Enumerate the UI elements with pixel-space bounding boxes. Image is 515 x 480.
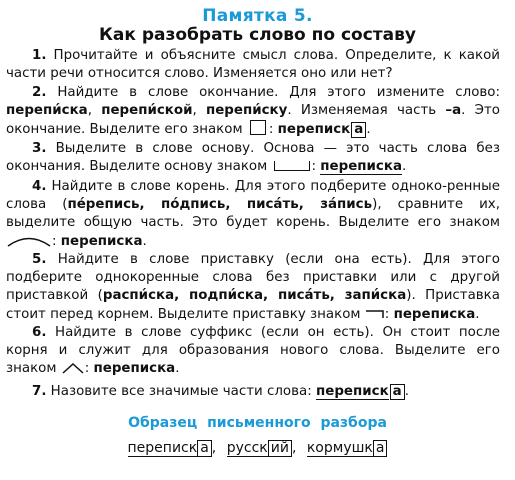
sample-base: переписк: [127, 440, 198, 456]
step-2: 2. Найдите в слове окончание. Для этого измените слово: перепи́ска, перепи́ской, перепи́ску. Изменяемая часть –а. Это окончание. Выделите его знаком : переписк а .: [6, 85, 500, 138]
base-mark-icon: [274, 161, 310, 171]
sample-word-1: [128, 440, 212, 457]
step-text: Найдите в слове приставку (если она есть). Для этого подберите однокоренные слова без приставки или с другой приставкой (: [6, 252, 500, 304]
colon: :: [384, 306, 390, 322]
colon: :: [268, 122, 274, 138]
step-5: 5. Найдите в слове приставку (если она есть). Для этого подберите однокоренные слова без приставки или с другой приставкой (распи́ска, подпи́ска, писа́ть, запи́ска). Приставка стоит перед корнем. Выделите приставку знаком : переписка.: [6, 252, 500, 322]
example-word: переписка: [393, 306, 476, 322]
step-number: 2.: [32, 85, 47, 100]
colon: :: [52, 233, 57, 249]
step-text: Выделите в слове основу. Основа — это часть слова без окончания. Выделите основу знаком: [6, 141, 500, 175]
example-word: переписка: [320, 159, 402, 175]
step-text: Прочитайте и объясните смысл слова. Определите, к какой части речи относится слово. Изменяется оно или нет?: [6, 48, 500, 82]
step-number: 3.: [32, 141, 47, 156]
sample-ending: а: [197, 440, 212, 457]
step-number: 6.: [32, 325, 47, 340]
sample-base: кормушк: [306, 440, 373, 456]
example-word: перепи́ску: [205, 103, 288, 119]
sample-base: русск: [226, 440, 268, 456]
colon: :: [311, 159, 317, 175]
step-text: ), сравните их, выделите общую часть. Это будет корень. Выделите его знаком: [6, 197, 500, 231]
step-number: 7.: [32, 384, 47, 399]
root-arc-icon: [6, 235, 52, 247]
example-words: распи́ска, подпи́ска, писа́ть, запи́ска: [102, 288, 407, 304]
ending-mark-icon: [250, 120, 266, 135]
separator: ,: [291, 440, 297, 456]
sample-word-2: [227, 440, 292, 457]
memo-number: Памятка 5.: [202, 6, 313, 26]
step-text: Найдите в слове окончание. Для этого измените слово:: [57, 85, 500, 100]
step-7: [6, 383, 500, 401]
step-1: [6, 47, 500, 83]
step-text: ). Приставка стоит перед корнем. Выделите приставку знаком: [6, 288, 500, 322]
step-number: 4.: [32, 179, 47, 194]
sample-title: Образец письменного разбора: [128, 415, 387, 431]
period: .: [404, 384, 409, 399]
example-ending: а: [390, 384, 405, 400]
example-words: пе́репись, по́дпись, писа́ть, за́пись: [67, 197, 373, 213]
memo-title: Как разобрать слово по составу: [99, 25, 416, 45]
example-word: переписка: [93, 361, 176, 377]
step-3: 3. Выделите в слове основу. Основа — это часть слова без окончания. Выделите основу знаком : переписка.: [6, 141, 500, 175]
ending-label: –а: [445, 103, 462, 119]
example-base: переписк: [316, 384, 389, 399]
step-4: 4. Найдите в слове корень. Для этого подберите одноко-ренные слова (пе́репись, по́дпись, писа́ть, за́пись), сравните их, выделите общую часть. Это будет корень. Выделите его знаком : переписка.: [6, 179, 500, 249]
step-text: Изменяемая часть: [300, 103, 437, 119]
step-text: Назовите все значимые части слова:: [50, 384, 312, 399]
sample-analysis: [0, 440, 515, 457]
suffix-mark-icon: [61, 362, 85, 374]
sample-word-3: [307, 440, 388, 457]
step-number: 1.: [32, 48, 47, 63]
example-word: переписка: [60, 233, 143, 249]
example-base: переписк: [277, 122, 351, 138]
prefix-mark-icon: [365, 309, 385, 319]
step-6: 6. Найдите в слове суффикс (если он есть). Он стоит после корня и служит для образования нового слова. Выделите его знаком : переписка.: [6, 325, 500, 377]
example-word: перепи́ска: [6, 103, 88, 119]
step-number: 5.: [32, 252, 47, 267]
step-text: Найдите в слове суффикс (если он есть). Он стоит после корня и служит для образования нового слова. Выделите его знаком: [6, 325, 500, 377]
example-ending: а: [351, 122, 366, 138]
sample-ending: ий: [268, 440, 292, 457]
separator: ,: [211, 440, 217, 456]
step-text: Это окончание. Выделите его знаком: [6, 103, 500, 138]
step-text: Найдите в слове корень. Для этого подберите одноко-ренные слова (: [6, 179, 500, 213]
sample-ending: а: [373, 440, 388, 457]
colon: :: [84, 361, 90, 377]
example-word: перепи́ской: [101, 103, 193, 119]
